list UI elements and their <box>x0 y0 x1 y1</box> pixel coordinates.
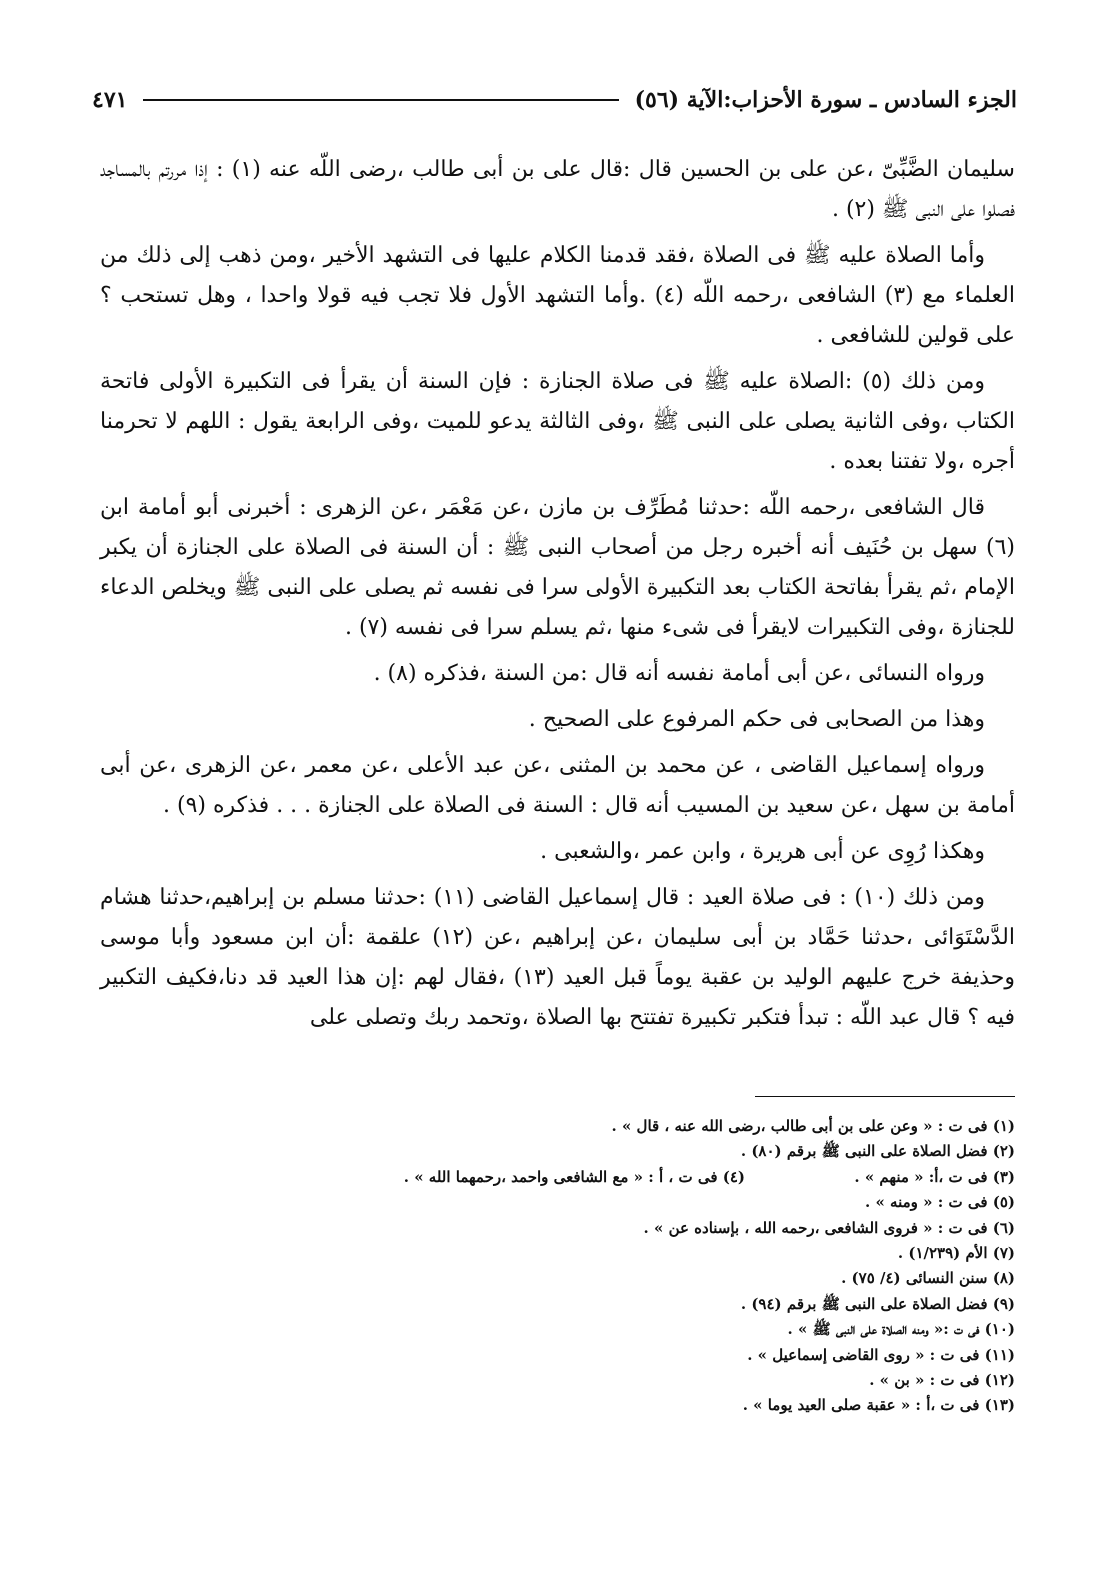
footnote-1: (١) فى ت : « وعن على بن أبى طالب ،رضى الله عنه ، قال » . <box>611 1117 1015 1135</box>
footnote-row-3-4 <box>100 1165 1015 1190</box>
header-rule <box>143 99 618 101</box>
paragraph: ورواه إسماعيل القاضى ، عن محمد بن المثنى ،عن عبد الأعلى ،عن معمر ،عن الزهرى ،عن أبى أمامة بن سهل ،عن سعيد بن المسيب أنه قال : السنة فى الصلاة على الجنازة . . . فذكره (٩) . <box>100 753 1015 818</box>
paragraph: سليمان الضَّبِّىّ ،عن على بن الحسين قال :قال على بن أبى طالب ،رضى اللّه عنه (١) : إذا مررتم بالمساجد فصلوا على النبى ﷺ (٢) . <box>100 157 1015 222</box>
footnote-3: (٣) فى ت ،أ: « منهم » . <box>854 1167 1015 1186</box>
footnote-6: (٦) فى ت : « فروى الشافعى ،رحمه الله ، بإسناده عن » . <box>643 1218 1015 1237</box>
footnote-7: (٧) الأم (١/٢٣٩) . <box>897 1244 1015 1263</box>
footnote-4: (٤) فى ت ، أ : « مع الشافعى واحمد ،رحمهما الله » . <box>403 1167 745 1186</box>
paragraph: وأما الصلاة عليه ﷺ فى الصلاة ،فقد قدمنا الكلام عليها فى التشهد الأخير ،ومن ذهب إلى ذلك من العلماء مع (٣) الشافعى ،رحمه اللّه (٤) .وأما التشهد الأول فلا تجب فيه قولا واحدا ، وهل تستحب ؟ على قولين للشافعى . <box>100 243 1015 348</box>
footnote-9: (٩) فضل الصلاة على النبى ﷺ برقم (٩٤) . <box>740 1294 1015 1313</box>
footnote-2: (٢) فضل الصلاة على النبى ﷺ برقم (٨٠) . <box>740 1142 1015 1161</box>
footnote-8: (٨) سنن النسائى (٤/ ٧٥) . <box>841 1269 1015 1288</box>
paragraph: قال الشافعى ،رحمه اللّه :حدثنا مُطَرِّف بن مازن ،عن مَعْمَر ،عن الزهرى : أخبرنى أبو أمامة ابن (٦) سهل بن حُنَيف أنه أخبره رجل من أصحاب النبى ﷺ : أن السنة فى الصلاة على الجنازة أن يكبر الإمام ،ثم يقرأ بفاتحة الكتاب بعد التكبيرة الأولى سرا فى نفسه ثم يصلى على النبى ﷺ ويخلص الدعاء للجنازة ،وفى التكبيرات لايقرأ فى شىء منها ،ثم يسلم سرا فى نفسه (٧) . <box>100 495 1015 640</box>
footnote-13: (١٣) فى ت ،أ : « عقبة صلى العيد يوما » . <box>742 1396 1015 1415</box>
page-number: ٤٧١ <box>92 87 128 113</box>
footnote-10: (١٠) فى ت :« ومنه الصلاة على النبى ﷺ » . <box>787 1320 1015 1339</box>
paragraph: ومن ذلك (١٠) : فى صلاة العيد : قال إسماعيل القاضى (١١) :حدثنا مسلم بن إبراهيم،حدثنا هشام الدَّسْتَوَائى ،حدثنا حَمَّاد بن أبى سليمان ،عن إبراهيم ،عن (١٢) علقمة :أن ابن مسعود وأبا موسى وحذيفة خرج عليهم الوليد بن عقبة يوماً قبل العيد (١٣) ،فقال لهم :إن هذا العيد قد دنا،فكيف التكبير فيه ؟ قال عبد اللّه : تبدأ فتكبر تكبيرة تفتتح بها الصلاة ،وتحمد ربك وتصلى على <box>100 885 1015 1030</box>
header-title: الجزء السادس ـ سورة الأحزاب:الآية (٥٦) <box>634 87 1017 113</box>
footnotes <box>100 1114 1015 1419</box>
footnote-separator <box>755 1096 1015 1097</box>
paragraph: ومن ذلك (٥) :الصلاة عليه ﷺ فى صلاة الجنازة : فإن السنة أن يقرأ فى التكبيرة الأولى فاتحة الكتاب ،وفى الثانية يصلى على النبى ﷺ ،وفى الثالثة يدعو للميت ،وفى الرابعة يقول : اللهم لا تحرمنا أجره ،ولا تفتنا بعده . <box>100 369 1015 474</box>
footnote-5: (٥) فى ت : « ومنه » . <box>865 1193 1015 1212</box>
paragraph: ورواه النسائى ،عن أبى أمامة نفسه أنه قال :من السنة ،فذكره (٨) . <box>373 661 985 686</box>
footnote-11: (١١) فى ت : « روى القاضى إسماعيل » . <box>747 1345 1015 1364</box>
running-header <box>92 82 1017 118</box>
main-text <box>100 150 1015 1044</box>
paragraph: وهذا من الصحابى فى حكم المرفوع على الصحيح . <box>528 707 985 732</box>
paragraph: وهكذا رُوِى عن أبى هريرة ، وابن عمر ،والشعبى . <box>540 839 985 864</box>
footnote-12: (١٢) فى ت : « بن » . <box>869 1371 1015 1390</box>
